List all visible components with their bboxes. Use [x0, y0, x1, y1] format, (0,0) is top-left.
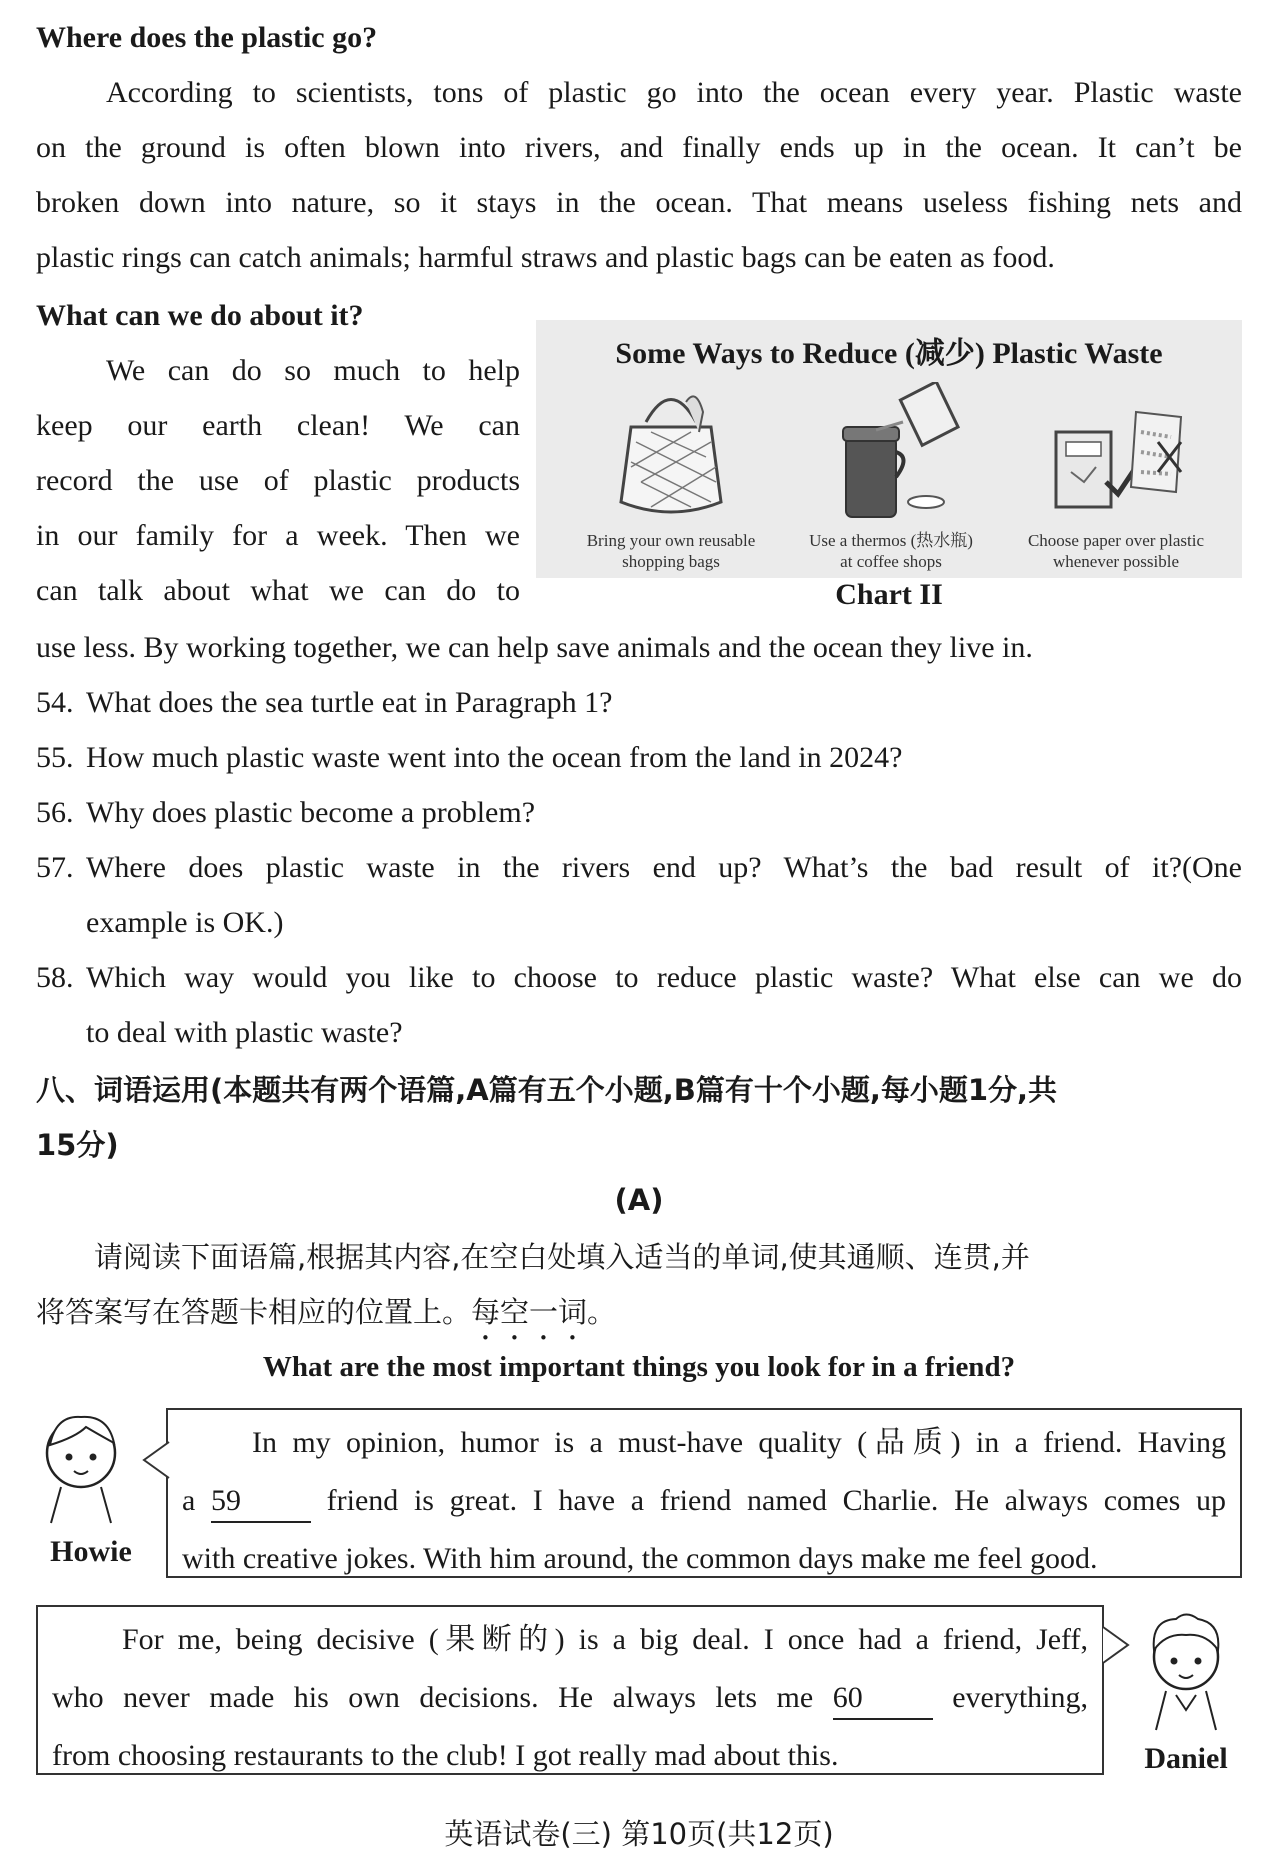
bubble-pointer-icon [142, 1440, 170, 1480]
caption-line: Bring your own reusable [586, 531, 756, 550]
thermos-icon [811, 382, 971, 522]
p2-line-5: can talk about what we can do to [36, 574, 520, 607]
howie-avatar [36, 1405, 126, 1525]
instructions-text: 。 [587, 1295, 617, 1329]
part-a-label: (A) [614, 1183, 664, 1217]
question-text: Which way would you like to choose to reduce plastic waste? What else can we do [86, 961, 1242, 994]
instructions-text: 将答案写在答题卡相应的位置上。 [36, 1295, 472, 1329]
howie-text: a [182, 1484, 196, 1517]
p1-line-1: According to scientists, tons of plastic go into the ocean every year. Plastic waste [106, 76, 1242, 109]
instructions-line-1: 请阅读下面语篇,根据其内容,在空白处填入适当的单词,使其通顺、连贯,并 [94, 1240, 1030, 1274]
daniel-avatar [1136, 1605, 1236, 1735]
caption-line: Choose paper over plastic [1027, 531, 1205, 550]
chart-caption-thermos [761, 530, 1021, 572]
question-text: What does the sea turtle eat in Paragraph 1? [86, 686, 613, 719]
p1-line-4: plastic rings can catch animals; harmful straws and plastic bags can be eaten as food. [36, 241, 1055, 274]
heading-what-can-we-do: What can we do about it? [36, 299, 364, 332]
question-number: 58. [36, 961, 74, 994]
question-text-cont: example is OK.) [86, 906, 284, 939]
question-number: 56. [36, 796, 74, 829]
chart-label: Chart II [835, 578, 943, 611]
shopping-bag-icon [591, 382, 751, 522]
bubble-pointer-icon [1102, 1625, 1130, 1665]
daniel-line-1: For me, being decisive (果断的) is a big deal. I once had a friend, Jeff, [122, 1623, 1088, 1656]
chart-item-thermos [781, 382, 1001, 572]
howie-speech-bubble [166, 1408, 1242, 1578]
blank-59[interactable]: 59 [211, 1481, 311, 1523]
daniel-speech-bubble [36, 1605, 1104, 1775]
question-54 [36, 675, 1242, 730]
blank-60[interactable]: 60 [833, 1678, 933, 1720]
question-number: 55. [36, 741, 74, 774]
p1-line-3: broken down into nature, so it stays in the ocean. That means useless fishing nets and [36, 186, 1242, 219]
section-8-heading: 八、词语运用(本题共有两个语篇,A篇有五个小题,B篇有十个小题,每小题1分,共 [36, 1073, 1058, 1107]
caption-line: shopping bags [622, 552, 720, 571]
emphasis-text: 每空一词 [471, 1295, 588, 1329]
chart-caption-paper [986, 530, 1246, 572]
section-8-heading-cont: 15分) [36, 1128, 119, 1162]
chart-item-paper [1006, 382, 1226, 572]
chart-reduce-plastic [536, 320, 1242, 578]
page-footer: 英语试卷(三) 第10页(共12页) [444, 1817, 834, 1851]
howie-text: friend is great. I have a friend named Charlie. He always comes up [326, 1484, 1227, 1517]
caption-line: at coffee shops [840, 552, 942, 571]
question-57 [36, 840, 1242, 950]
question-58 [36, 950, 1242, 1060]
question-55 [36, 730, 1242, 785]
passage-title: What are the most important things you look for in a friend? [262, 1351, 1016, 1383]
daniel-line-3: from choosing restaurants to the club! I got really mad about this. [52, 1739, 839, 1772]
question-text: Why does plastic become a problem? [86, 796, 536, 829]
daniel-name: Daniel [1144, 1742, 1228, 1775]
p2-line-4: in our family for a week. Then we [36, 519, 520, 552]
chart-item-bag [561, 382, 781, 572]
p2-line-3: record the use of plastic products [36, 464, 520, 497]
caption-line: Use a thermos (热水瓶) [809, 531, 973, 550]
howie-line-3: with creative jokes. With him around, the common days make me feel good. [182, 1542, 1098, 1575]
howie-line-1: In my opinion, humor is a must-have quality (品质) in a friend. Having [252, 1426, 1226, 1459]
p2-line-2: keep our earth clean! We can [36, 409, 520, 442]
p1-line-2: on the ground is often blown into rivers, and finally ends up in the ocean. It can’t be [36, 131, 1242, 164]
daniel-line-2 [38, 1669, 1102, 1727]
paper-box-icon [1036, 382, 1196, 522]
question-text: Where does plastic waste in the rivers end up? What’s the bad result of it?(One [86, 851, 1242, 884]
p2-line-1: We can do so much to help [106, 354, 520, 387]
howie-name: Howie [50, 1535, 132, 1568]
p2-line-6: use less. By working together, we can help save animals and the ocean they live in. [36, 631, 1033, 664]
chart-title: Some Ways to Reduce (减少) Plastic Waste [615, 337, 1163, 370]
question-text: How much plastic waste went into the ocean from the land in 2024? [86, 741, 903, 774]
question-number: 57. [36, 851, 74, 884]
daniel-text: who never made his own decisions. He always lets me [52, 1681, 814, 1714]
heading-where-plastic-go: Where does the plastic go? [36, 21, 378, 54]
daniel-text: everything, [952, 1681, 1089, 1714]
question-number: 54. [36, 686, 74, 719]
howie-line-2 [168, 1472, 1240, 1530]
question-text-cont: to deal with plastic waste? [86, 1016, 403, 1049]
question-56 [36, 785, 1242, 840]
caption-line: whenever possible [1052, 552, 1180, 571]
instructions-line-2 [36, 1285, 1242, 1347]
